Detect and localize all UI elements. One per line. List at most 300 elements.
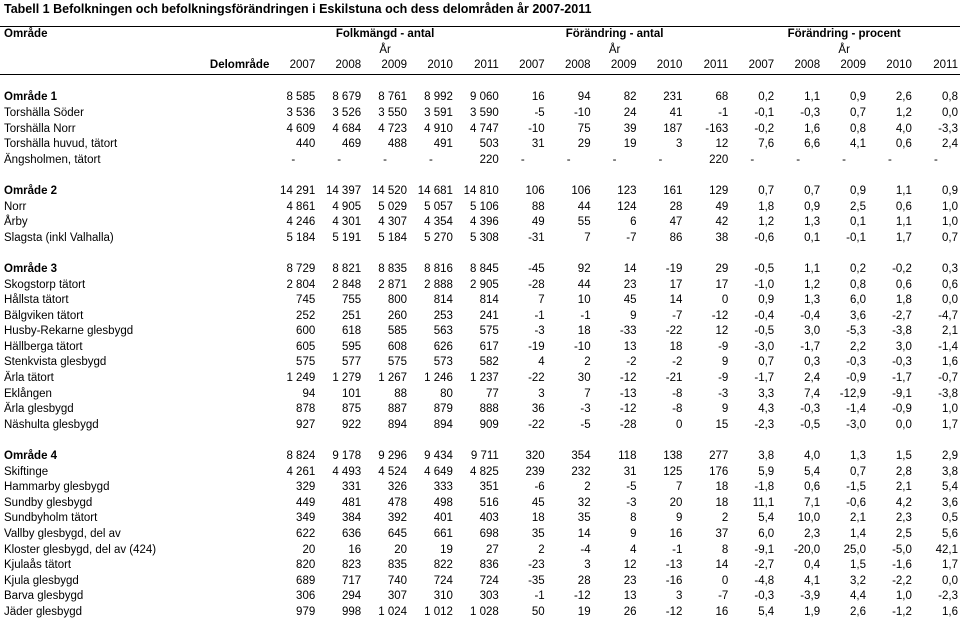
population-table (0, 26, 960, 621)
change-percent-cell: 1,2 (758, 216, 775, 229)
population-cell: 329 (296, 481, 316, 494)
population-cell: 303 (479, 590, 499, 603)
change-percent-cell: -20,0 (793, 543, 821, 556)
row-label: Stenkvista glesbygd (4, 356, 107, 369)
change-percent-cell: 1,0 (942, 200, 958, 213)
change-count-cell: 18 (715, 481, 729, 494)
population-cell: 888 (479, 403, 499, 416)
year-header: 2011 (684, 58, 730, 74)
change-count-cell: 29 (715, 262, 729, 275)
change-count-cell: 239 (525, 465, 545, 478)
change-percent-cell: 1,8 (758, 200, 775, 213)
change-count-cell: 19 (623, 138, 637, 151)
change-count-cell: 88 (531, 200, 545, 213)
change-percent-cell: 0,3 (942, 262, 958, 275)
population-cell: 220 (479, 153, 499, 166)
table-row (0, 215, 960, 231)
change-percent-cell: -2,3 (754, 418, 775, 431)
population-cell: 306 (296, 590, 316, 603)
change-percent-cell: -3,8 (938, 387, 958, 400)
change-count-cell: 3 (675, 590, 683, 603)
change-count-cell: 30 (577, 372, 591, 385)
population-cell: 608 (387, 340, 408, 353)
subarea-header: Delområde (0, 58, 271, 74)
year-header: 2010 (638, 58, 684, 74)
table-row (0, 589, 960, 605)
population-cell: 440 (296, 138, 316, 151)
change-percent-cell: 0,7 (850, 106, 866, 119)
population-cell: 909 (479, 418, 499, 431)
change-percent-cell: -0,3 (846, 356, 866, 369)
population-cell: 822 (433, 559, 453, 572)
change-percent-cell: -12,9 (839, 387, 866, 400)
table-row (0, 278, 960, 294)
population-cell: - (337, 153, 342, 166)
change-percent-cell: 11,1 (752, 496, 775, 509)
population-cell: 622 (296, 528, 316, 540)
change-count-cell: 20 (669, 496, 683, 509)
year-header: 2009 (363, 58, 409, 74)
change-count-cell: 86 (669, 231, 683, 244)
population-cell: 469 (341, 138, 362, 151)
table-row (0, 137, 960, 153)
year-header: 2010 (868, 58, 914, 74)
population-cell: 488 (387, 138, 408, 151)
population-cell: 636 (341, 528, 362, 540)
population-cell: 4 246 (286, 216, 316, 229)
population-cell: 260 (387, 309, 408, 322)
population-cell: 4 307 (378, 216, 408, 229)
row-label: Torshälla Norr (4, 122, 76, 135)
population-cell: - (291, 153, 296, 166)
population-cell: 1 279 (332, 372, 362, 385)
population-cell: 2 905 (470, 278, 499, 291)
change-percent-cell: -5,3 (846, 325, 866, 338)
year-header: 2007 (730, 58, 776, 74)
table-row (0, 355, 960, 371)
population-cell: 661 (433, 528, 453, 540)
change-count-cell: -16 (665, 574, 683, 587)
population-cell: 5 106 (470, 200, 499, 213)
table-row (0, 371, 960, 387)
population-cell: 9 434 (424, 450, 453, 463)
change-percent-cell: -0,1 (846, 231, 866, 244)
year-label: År (838, 43, 850, 56)
row-label: Kjula glesbygd (4, 574, 79, 587)
table-row (0, 402, 960, 418)
change-percent-cell: 10,0 (797, 512, 821, 525)
change-percent-cell: 1,1 (895, 184, 912, 197)
change-percent-cell: -0,2 (754, 122, 775, 135)
population-cell: 573 (433, 356, 453, 369)
change-percent-cell: 0,9 (850, 184, 866, 197)
population-cell: 8 992 (424, 91, 453, 104)
table-row (0, 527, 960, 543)
change-percent-cell: -1,4 (938, 340, 958, 353)
change-percent-cell: -9,1 (754, 543, 775, 556)
change-count-cell: -8 (672, 403, 683, 416)
change-count-cell: 14 (715, 559, 729, 572)
change-percent-cell: 2,1 (895, 481, 912, 494)
area-header: Område (0, 27, 271, 43)
change-count-cell: - (520, 153, 525, 166)
population-cell: 879 (433, 403, 453, 416)
change-count-cell: - (658, 153, 663, 166)
change-count-cell: 320 (525, 450, 545, 463)
change-count-cell: -28 (528, 278, 545, 291)
population-cell: 5 184 (286, 231, 316, 244)
change-count-cell: 42 (715, 216, 729, 229)
population-cell: 563 (433, 325, 453, 338)
change-percent-cell: 2,3 (895, 512, 912, 525)
change-percent-cell: 1,3 (850, 450, 866, 463)
change-count-cell: 13 (623, 340, 637, 353)
change-percent-cell: 2,6 (850, 605, 866, 618)
change-percent-cell: 7,4 (804, 387, 821, 400)
population-cell: 875 (341, 403, 362, 416)
change-percent-cell: 0,8 (850, 122, 866, 135)
change-percent-cell: 4,1 (850, 138, 866, 151)
change-percent-cell: -0,9 (892, 403, 912, 416)
change-percent-cell: -0,3 (800, 106, 821, 119)
change-percent-cell: -2,3 (938, 590, 958, 603)
population-cell: 618 (341, 325, 362, 338)
population-cell: 600 (296, 325, 316, 338)
change-percent-cell: -3,8 (892, 325, 912, 338)
row-label: Hällberga tätort (4, 340, 83, 353)
change-percent-cell: 0,2 (758, 91, 775, 104)
change-percent-cell: 3,2 (850, 574, 866, 587)
change-count-cell: 12 (623, 559, 637, 572)
change-percent-cell: - (934, 153, 938, 166)
population-cell: 14 397 (325, 184, 362, 197)
change-count-cell: -5 (580, 418, 591, 431)
change-count-cell: - (566, 153, 571, 166)
population-cell: 8 729 (286, 262, 316, 275)
change-count-cell: 125 (663, 465, 683, 478)
change-percent-cell: 25,0 (843, 543, 866, 556)
change-percent-cell: - (750, 153, 755, 166)
change-count-cell: 187 (663, 122, 683, 135)
change-count-cell: 35 (531, 528, 545, 540)
change-percent-cell: -1,6 (892, 559, 912, 572)
population-cell: 349 (296, 512, 316, 525)
population-cell: 20 (394, 543, 408, 556)
population-cell: 8 845 (470, 262, 499, 275)
population-cell: 4 396 (470, 216, 499, 229)
population-cell: 3 591 (424, 106, 453, 119)
population-cell: 617 (479, 340, 499, 353)
year-label: År (608, 43, 621, 56)
population-cell: 307 (387, 590, 408, 603)
population-cell: 836 (479, 559, 499, 572)
change-count-cell: 82 (623, 91, 637, 104)
population-cell: 4 524 (378, 465, 408, 478)
population-cell: 241 (479, 309, 499, 322)
change-percent-cell: -0,5 (754, 325, 775, 338)
change-percent-cell: -0,9 (846, 372, 866, 385)
change-percent-cell: 2,4 (942, 138, 958, 151)
change-percent-cell: 3,8 (758, 450, 775, 463)
population-cell: 14 520 (371, 184, 408, 197)
change-percent-cell: 0,2 (850, 262, 866, 275)
population-cell: 8 816 (424, 262, 453, 275)
population-cell: 498 (433, 496, 453, 509)
population-cell: 77 (486, 387, 499, 400)
change-percent-cell: 2,3 (804, 528, 821, 540)
change-count-cell: 6 (630, 216, 637, 229)
population-cell: 8 761 (378, 91, 408, 104)
change-percent-cell: 1,0 (942, 403, 958, 416)
change-percent-cell: -1,5 (846, 481, 866, 494)
population-cell: 403 (479, 512, 499, 525)
change-count-cell: -31 (528, 231, 545, 244)
population-cell: 2 888 (424, 278, 453, 291)
change-percent-cell: 0,6 (942, 278, 958, 291)
change-percent-cell: -1,7 (800, 340, 821, 353)
row-label: Sundbyholm tätort (4, 512, 98, 525)
population-cell: 253 (433, 309, 453, 322)
year-header: 2008 (317, 58, 363, 74)
population-cell: 577 (341, 356, 362, 369)
table-row (0, 340, 960, 356)
change-count-cell: 68 (715, 91, 729, 104)
change-count-cell: 12 (715, 325, 729, 338)
change-percent-cell: -3,3 (938, 122, 958, 135)
change-percent-cell: 4,3 (758, 403, 775, 416)
change-count-cell: 7 (538, 294, 545, 307)
change-count-cell: 9 (630, 528, 637, 540)
change-percent-cell: 5,4 (942, 481, 958, 494)
change-percent-cell: 0,9 (942, 184, 958, 197)
change-count-cell: -9 (718, 340, 729, 353)
change-percent-cell: 5,6 (942, 528, 958, 540)
population-cell: 5 057 (424, 200, 453, 213)
change-count-cell: 14 (669, 294, 683, 307)
row-label: Ärla tätort (4, 372, 54, 385)
change-count-cell: 16 (531, 91, 545, 104)
table-row (0, 387, 960, 403)
row-label: Torshälla Söder (4, 106, 84, 119)
change-percent-cell: -0,2 (892, 262, 912, 275)
row-label: Vallby glesbygd, del av (4, 528, 121, 540)
change-count-cell: 19 (577, 605, 591, 618)
change-count-cell: 23 (623, 574, 637, 587)
table-title: Tabell 1 Befolkningen och befolkningsförändringen i Eskilstuna och dess delområden år 2007-2011 (4, 2, 592, 16)
change-percent-cell: 1,5 (895, 450, 912, 463)
change-percent-cell: 3,3 (758, 387, 775, 400)
table-row (0, 200, 960, 216)
table-row (0, 574, 960, 590)
change-percent-cell: -2,7 (892, 309, 912, 322)
change-count-cell: 9 (675, 512, 683, 525)
population-cell: 4 747 (470, 122, 499, 135)
row-label: Kjulaås tätort (4, 559, 72, 572)
change-count-cell: -3 (626, 496, 637, 509)
change-percent-cell: 2,6 (895, 91, 912, 104)
change-count-cell: 24 (623, 106, 637, 119)
change-count-cell: -7 (718, 590, 729, 603)
change-count-cell: 50 (531, 605, 545, 618)
change-count-cell: 8 (721, 543, 729, 556)
year-header: 2011 (914, 58, 960, 74)
change-count-cell: 232 (571, 465, 591, 478)
year-header: 2008 (547, 58, 593, 74)
population-cell: 4 825 (470, 465, 499, 478)
row-label: Norr (4, 200, 27, 213)
change-count-cell: -23 (528, 559, 545, 572)
change-count-cell: 0 (675, 418, 683, 431)
change-count-cell: -13 (619, 387, 637, 400)
change-count-cell: 47 (669, 216, 683, 229)
change-percent-cell: 1,6 (804, 122, 821, 135)
change-count-cell: -12 (619, 372, 637, 385)
population-cell: 9 711 (470, 450, 499, 463)
change-count-cell: -6 (534, 481, 545, 494)
change-percent-cell: -9,1 (892, 387, 912, 400)
row-label: Torshälla huvud, tätort (4, 138, 118, 151)
change-percent-cell: 3,0 (804, 325, 821, 338)
table-row (0, 122, 960, 138)
change-percent-cell: -1,4 (846, 403, 866, 416)
change-count-cell: 9 (721, 403, 729, 416)
change-count-cell: 35 (577, 512, 591, 525)
change-count-cell: 4 (538, 356, 545, 369)
table-row (0, 153, 960, 169)
population-cell: 927 (296, 418, 316, 431)
population-cell: 820 (296, 559, 316, 572)
change-count-cell: 45 (531, 496, 545, 509)
change-percent-cell: 0,7 (758, 356, 775, 369)
group-summary-row (0, 90, 960, 106)
change-percent-cell: - (888, 153, 892, 166)
change-percent-cell: -0,6 (754, 231, 775, 244)
change-percent-cell: 1,3 (804, 216, 821, 229)
change-percent-cell: 0,8 (850, 278, 866, 291)
change-percent-cell: 1,1 (804, 91, 821, 104)
change-count-cell: -1 (534, 590, 545, 603)
population-cell: 1 267 (378, 372, 408, 385)
spacer-row (0, 246, 960, 262)
change-count-cell: -7 (626, 231, 637, 244)
change-count-cell: 23 (623, 278, 637, 291)
population-cell: 585 (387, 325, 408, 338)
population-cell: 698 (479, 528, 499, 540)
population-cell: 8 835 (378, 262, 408, 275)
population-cell: 5 191 (332, 231, 362, 244)
population-cell: 3 536 (286, 106, 316, 119)
change-count-cell: 94 (577, 91, 591, 104)
change-percent-cell: -0,3 (754, 590, 775, 603)
population-cell: 503 (479, 138, 499, 151)
change-count-cell: -13 (665, 559, 683, 572)
change-count-cell: 41 (669, 106, 683, 119)
population-cell: 5 308 (470, 231, 499, 244)
population-cell: 9 296 (378, 450, 408, 463)
change-count-cell: -28 (619, 418, 637, 431)
row-label: Område 4 (4, 450, 58, 463)
population-cell: 4 905 (332, 200, 362, 213)
change-percent-cell: 0,7 (758, 184, 775, 197)
change-percent-cell: 0,8 (942, 91, 958, 104)
change-count-cell: 354 (571, 450, 591, 463)
population-cell: 310 (433, 590, 453, 603)
change-percent-cell: -0,4 (754, 309, 775, 322)
population-cell: 575 (387, 356, 408, 369)
change-percent-cell: 0,0 (942, 106, 958, 119)
change-percent-cell: -0,5 (800, 418, 821, 431)
table-row (0, 309, 960, 325)
change-percent-cell: 5,4 (804, 465, 821, 478)
change-count-cell: 2 (584, 481, 591, 494)
population-cell: 478 (387, 496, 408, 509)
population-cell: 251 (341, 309, 362, 322)
change-percent-cell: 0,1 (804, 231, 821, 244)
change-count-cell: 36 (531, 403, 545, 416)
change-percent-cell: -0,7 (938, 372, 958, 385)
change-percent-cell: -0,5 (754, 262, 775, 275)
population-cell: 878 (296, 403, 316, 416)
change-count-cell: 45 (623, 294, 637, 307)
change-count-cell: 10 (577, 294, 591, 307)
change-count-cell: 7 (584, 231, 591, 244)
change-percent-cell: 1,0 (895, 590, 912, 603)
row-label: Skogstorp tätort (4, 278, 86, 291)
change-count-cell: 106 (525, 184, 545, 197)
row-label: Husby-Rekarne glesbygd (4, 325, 134, 338)
change-percent-cell: -1,7 (754, 372, 775, 385)
change-count-cell: -22 (528, 372, 545, 385)
change-percent-cell: 0,1 (850, 216, 866, 229)
population-cell: 1 028 (470, 605, 499, 618)
change-count-cell: -7 (672, 309, 683, 322)
change-count-cell: 16 (715, 605, 729, 618)
change-percent-cell: -0,6 (846, 496, 866, 509)
population-cell: 998 (341, 605, 362, 618)
change-count-cell: 18 (669, 340, 683, 353)
population-cell: 27 (486, 543, 499, 556)
change-count-cell: 75 (577, 122, 591, 135)
group-summary-row (0, 449, 960, 465)
change-percent-cell: 3,6 (850, 309, 866, 322)
change-count-cell: 138 (663, 450, 683, 463)
population-cell: 814 (479, 294, 499, 307)
population-cell: 4 723 (378, 122, 408, 135)
change-count-cell: 8 (630, 512, 637, 525)
change-percent-cell: 4,0 (895, 122, 912, 135)
row-label: Skiftinge (4, 465, 49, 478)
population-cell: 14 810 (463, 184, 499, 197)
change-count-cell: -3 (718, 387, 729, 400)
change-percent-cell: 42,1 (935, 543, 958, 556)
change-count-cell: 49 (531, 216, 545, 229)
change-count-cell: 277 (709, 450, 729, 463)
change-count-cell: -163 (705, 122, 729, 135)
change-percent-cell: 1,4 (850, 528, 866, 540)
population-cell: 449 (296, 496, 316, 509)
change-percent-cell: 0,9 (850, 91, 866, 104)
change-percent-cell: -0,1 (754, 106, 775, 119)
row-label: Kloster glesbygd, del av (424) (4, 543, 157, 556)
change-count-cell: -10 (573, 340, 591, 353)
change-count-cell: 37 (715, 528, 729, 540)
change-count-cell: 129 (709, 184, 729, 197)
table-row (0, 558, 960, 574)
change-percent-cell: 1,3 (804, 294, 821, 307)
change-count-cell: -12 (619, 403, 637, 416)
change-count-cell: 0 (721, 574, 729, 587)
population-cell: 4 684 (332, 122, 362, 135)
